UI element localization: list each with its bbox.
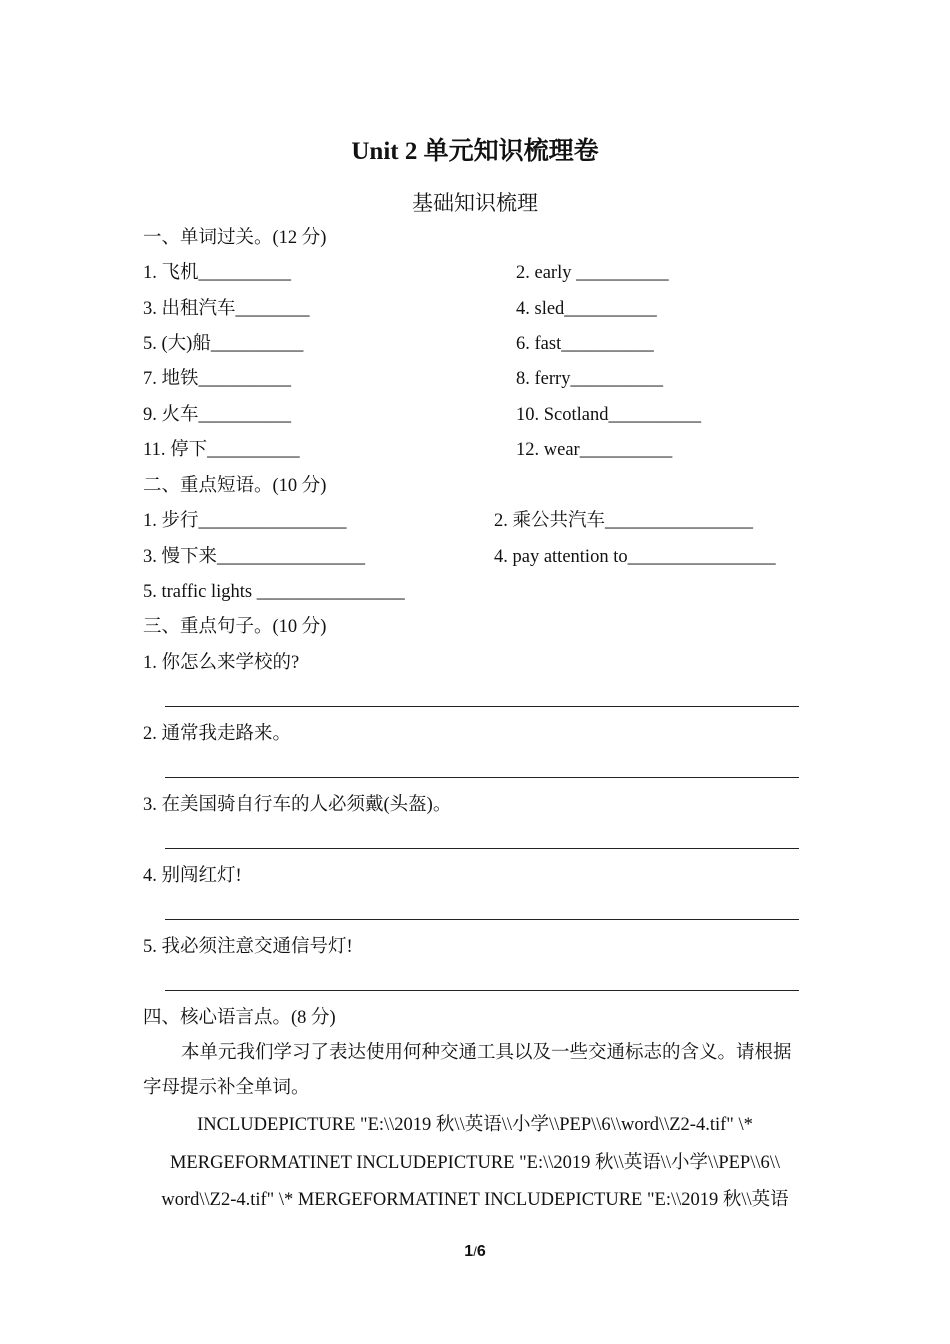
vocab-item: 1. 飞机__________ (143, 263, 292, 283)
sentence-prompt: 1. 你怎么来学校的? (143, 653, 300, 673)
vocab-item: 3. 出租汽车________ (143, 299, 310, 319)
page-number (0, 1243, 950, 1261)
vocab-item: 4. sled__________ (516, 299, 657, 319)
sentence-prompt: 5. 我必须注意交通信号灯! (143, 937, 353, 957)
phrase-item: 3. 慢下来________________ (143, 547, 366, 567)
vocab-item: 9. 火车__________ (143, 405, 292, 425)
phrase-item: 2. 乘公共汽车________________ (494, 511, 754, 531)
vocab-item: 12. wear__________ (516, 440, 673, 460)
answer-line[interactable] (165, 706, 799, 707)
answer-line[interactable] (165, 990, 799, 991)
vocab-item: 7. 地铁__________ (143, 369, 292, 389)
field-code-line: INCLUDEPICTURE "E:\\2019 秋\\英语\\小学\\PEP\\6\\word\\Z2-4.tif" \* (197, 1115, 753, 1135)
phrase-item: 4. pay attention to________________ (494, 547, 776, 567)
page-title: Unit 2 单元知识梳理卷 (351, 138, 599, 165)
section4-heading: 四、核心语言点。(8 分) (143, 1008, 336, 1028)
page-separator: / (473, 1244, 477, 1259)
sentence-prompt: 4. 别闯红灯! (143, 866, 242, 886)
vocab-item: 5. (大)船__________ (143, 334, 304, 354)
section4-instructions: 本单元我们学习了表达使用何种交通工具以及一些交通标志的含义。请根据字母提示补全单词。 (143, 1043, 792, 1098)
answer-line[interactable] (165, 919, 799, 920)
answer-line[interactable] (165, 777, 799, 778)
phrase-item: 5. traffic lights ________________ (143, 582, 405, 602)
phrase-item: 1. 步行________________ (143, 511, 347, 531)
vocab-item: 8. ferry__________ (516, 369, 663, 389)
section1-heading: 一、单词过关。(12 分) (143, 228, 327, 248)
vocab-item: 2. early __________ (516, 263, 669, 283)
sentence-prompt: 2. 通常我走路来。 (143, 724, 292, 744)
vocab-item: 10. Scotland__________ (516, 405, 701, 425)
section3-heading: 三、重点句子。(10 分) (143, 617, 327, 637)
total-pages: 6 (476, 1243, 486, 1260)
vocab-item: 11. 停下__________ (143, 440, 300, 460)
page-subtitle: 基础知识梳理 (412, 191, 538, 215)
field-code-line: MERGEFORMATINET INCLUDEPICTURE "E:\\2019 秋\\英语\\小学\\PEP\\6\\ (169, 1153, 781, 1173)
sentence-prompt: 3. 在美国骑自行车的人必须戴(头盔)。 (143, 795, 452, 815)
vocab-item: 6. fast__________ (516, 334, 654, 354)
field-code-line: word\\Z2-4.tif" \* MERGEFORMATINET INCLUDEPICTURE "E:\\2019 秋\\英语 (161, 1190, 789, 1210)
answer-line[interactable] (165, 848, 799, 849)
section2-heading: 二、重点短语。(10 分) (143, 476, 327, 496)
current-page: 1 (464, 1243, 474, 1260)
